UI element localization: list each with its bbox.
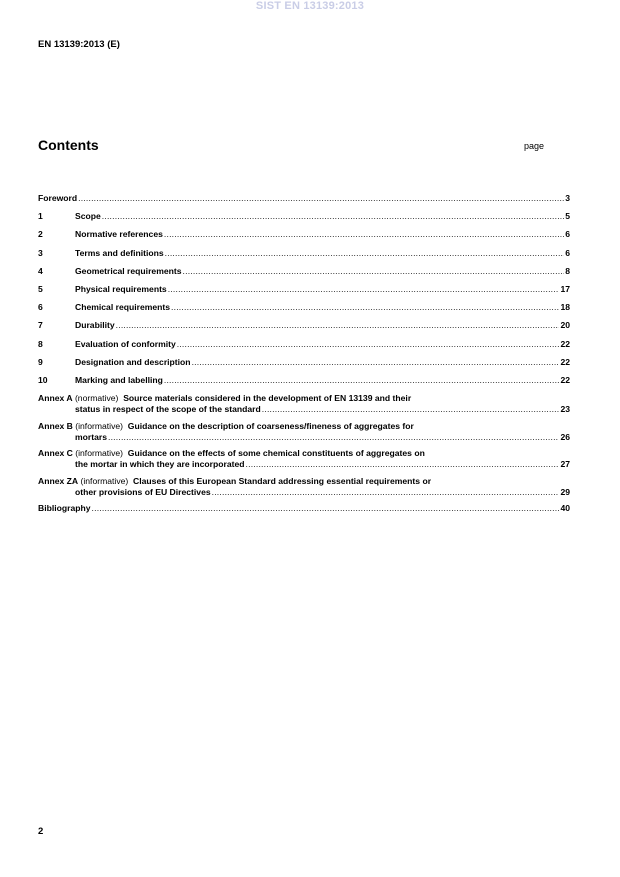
toc-page: 23: [560, 404, 570, 415]
toc-entry-section-5[interactable]: [38, 284, 570, 295]
annex-title-line1: Source materials considered in the development of EN 13139 and their: [123, 393, 412, 404]
toc-label: Evaluation of conformity: [75, 338, 176, 349]
leader-dots: [168, 284, 560, 295]
toc-page: 6: [565, 229, 570, 240]
toc-entry-section-7[interactable]: [38, 320, 570, 331]
toc-label: Scope: [75, 211, 101, 222]
toc-number: 5: [38, 283, 43, 294]
annex-title-line1: Guidance on the effects of some chemical constituents of aggregates on: [127, 448, 425, 459]
annex-id: Annex C: [38, 448, 73, 459]
toc-number: 6: [38, 302, 43, 313]
annex-title-line2: status in respect of the scope of the standard: [75, 404, 261, 415]
leader-dots: [192, 357, 560, 368]
leader-dots: [177, 339, 560, 350]
toc-label: Bibliography: [38, 503, 91, 514]
watermark: SIST EN 13139:2013: [255, 0, 365, 12]
toc-page: 3: [565, 193, 570, 203]
toc-label: Physical requirements: [75, 283, 167, 294]
annex-title-line2: other provisions of EU Directives: [75, 486, 211, 497]
toc-entry-section-6[interactable]: [38, 302, 570, 313]
toc-label: Terms and definitions: [75, 247, 164, 258]
page-title: Contents: [38, 137, 99, 153]
toc-page: 29: [560, 486, 570, 497]
toc-page: 40: [560, 503, 570, 514]
annex-class: (informative): [75, 448, 124, 459]
leader-dots: [92, 503, 560, 514]
annex-title-line1: Clauses of this European Standard addressing essential requirements or: [133, 475, 432, 486]
annex-id: Annex A: [38, 393, 73, 404]
annex-class: (informative): [75, 420, 124, 431]
toc-entry-annex-za[interactable]: [38, 476, 570, 498]
toc-number: 7: [38, 320, 43, 331]
toc-label: Designation and description: [75, 356, 191, 367]
toc-page: 17: [560, 283, 570, 294]
annex-id: Annex B: [38, 420, 73, 431]
toc-entry-foreword[interactable]: [38, 193, 570, 204]
toc-number: 3: [38, 247, 43, 258]
leader-dots: [102, 211, 564, 222]
toc-label: Geometrical requirements: [75, 265, 182, 276]
toc-page: 22: [560, 338, 570, 349]
toc-number: 9: [38, 356, 43, 367]
leader-dots: [164, 229, 564, 240]
table-of-contents: [38, 193, 570, 521]
toc-entry-section-1[interactable]: [38, 211, 570, 222]
toc-number: 2: [38, 229, 43, 240]
toc-page: 5: [565, 211, 570, 222]
leader-dots: [262, 404, 560, 415]
leader-dots: [171, 302, 559, 313]
toc-page: 27: [560, 459, 570, 470]
toc-entry-annex-c[interactable]: [38, 448, 570, 470]
toc-page: 20: [560, 320, 570, 331]
toc-label: Chemical requirements: [75, 302, 171, 313]
leader-dots: [246, 459, 560, 470]
annex-title-line1: Guidance on the description of coarseness/fineness of aggregates for: [127, 420, 414, 431]
toc-entry-section-8[interactable]: [38, 339, 570, 350]
annex-title-line2: mortars: [75, 431, 107, 442]
leader-dots: [183, 266, 565, 277]
toc-entry-section-10[interactable]: [38, 375, 570, 386]
toc-entry-section-9[interactable]: [38, 357, 570, 368]
toc-label: Normative references: [75, 229, 163, 240]
toc-number: 8: [38, 338, 43, 349]
toc-entry-bibliography[interactable]: [38, 503, 570, 514]
toc-entry-annex-a[interactable]: [38, 393, 570, 415]
toc-entry-section-2[interactable]: [38, 229, 570, 240]
leader-dots: [164, 375, 560, 386]
annex-class: (informative): [80, 475, 129, 486]
toc-page: 22: [560, 374, 570, 385]
toc-entry-annex-b[interactable]: [38, 421, 570, 443]
toc-number: 4: [38, 265, 43, 276]
toc-page: 26: [560, 431, 570, 442]
leader-dots: [78, 193, 564, 204]
leader-dots: [116, 320, 560, 331]
annex-class: (normative): [74, 393, 119, 404]
toc-entry-section-3[interactable]: [38, 248, 570, 259]
leader-dots: [212, 487, 560, 498]
leader-dots: [165, 248, 565, 259]
annex-id: Annex ZA: [38, 475, 79, 486]
toc-page: 6: [565, 247, 570, 258]
toc-label: Durability: [75, 320, 115, 331]
toc-label: Foreword: [38, 193, 78, 203]
toc-label: Marking and labelling: [75, 374, 163, 385]
toc-entry-section-4[interactable]: [38, 266, 570, 277]
annex-title-line2: the mortar in which they are incorporated: [75, 459, 245, 470]
page-number: 2: [38, 826, 44, 837]
document-id: EN 13139:2013 (E): [38, 39, 120, 50]
toc-number: 1: [38, 211, 43, 222]
leader-dots: [108, 432, 559, 443]
toc-page: 22: [560, 356, 570, 367]
page-column-label: page: [524, 141, 545, 151]
toc-page: 8: [565, 265, 570, 276]
toc-page: 18: [560, 302, 570, 313]
toc-number: 10: [38, 374, 48, 385]
